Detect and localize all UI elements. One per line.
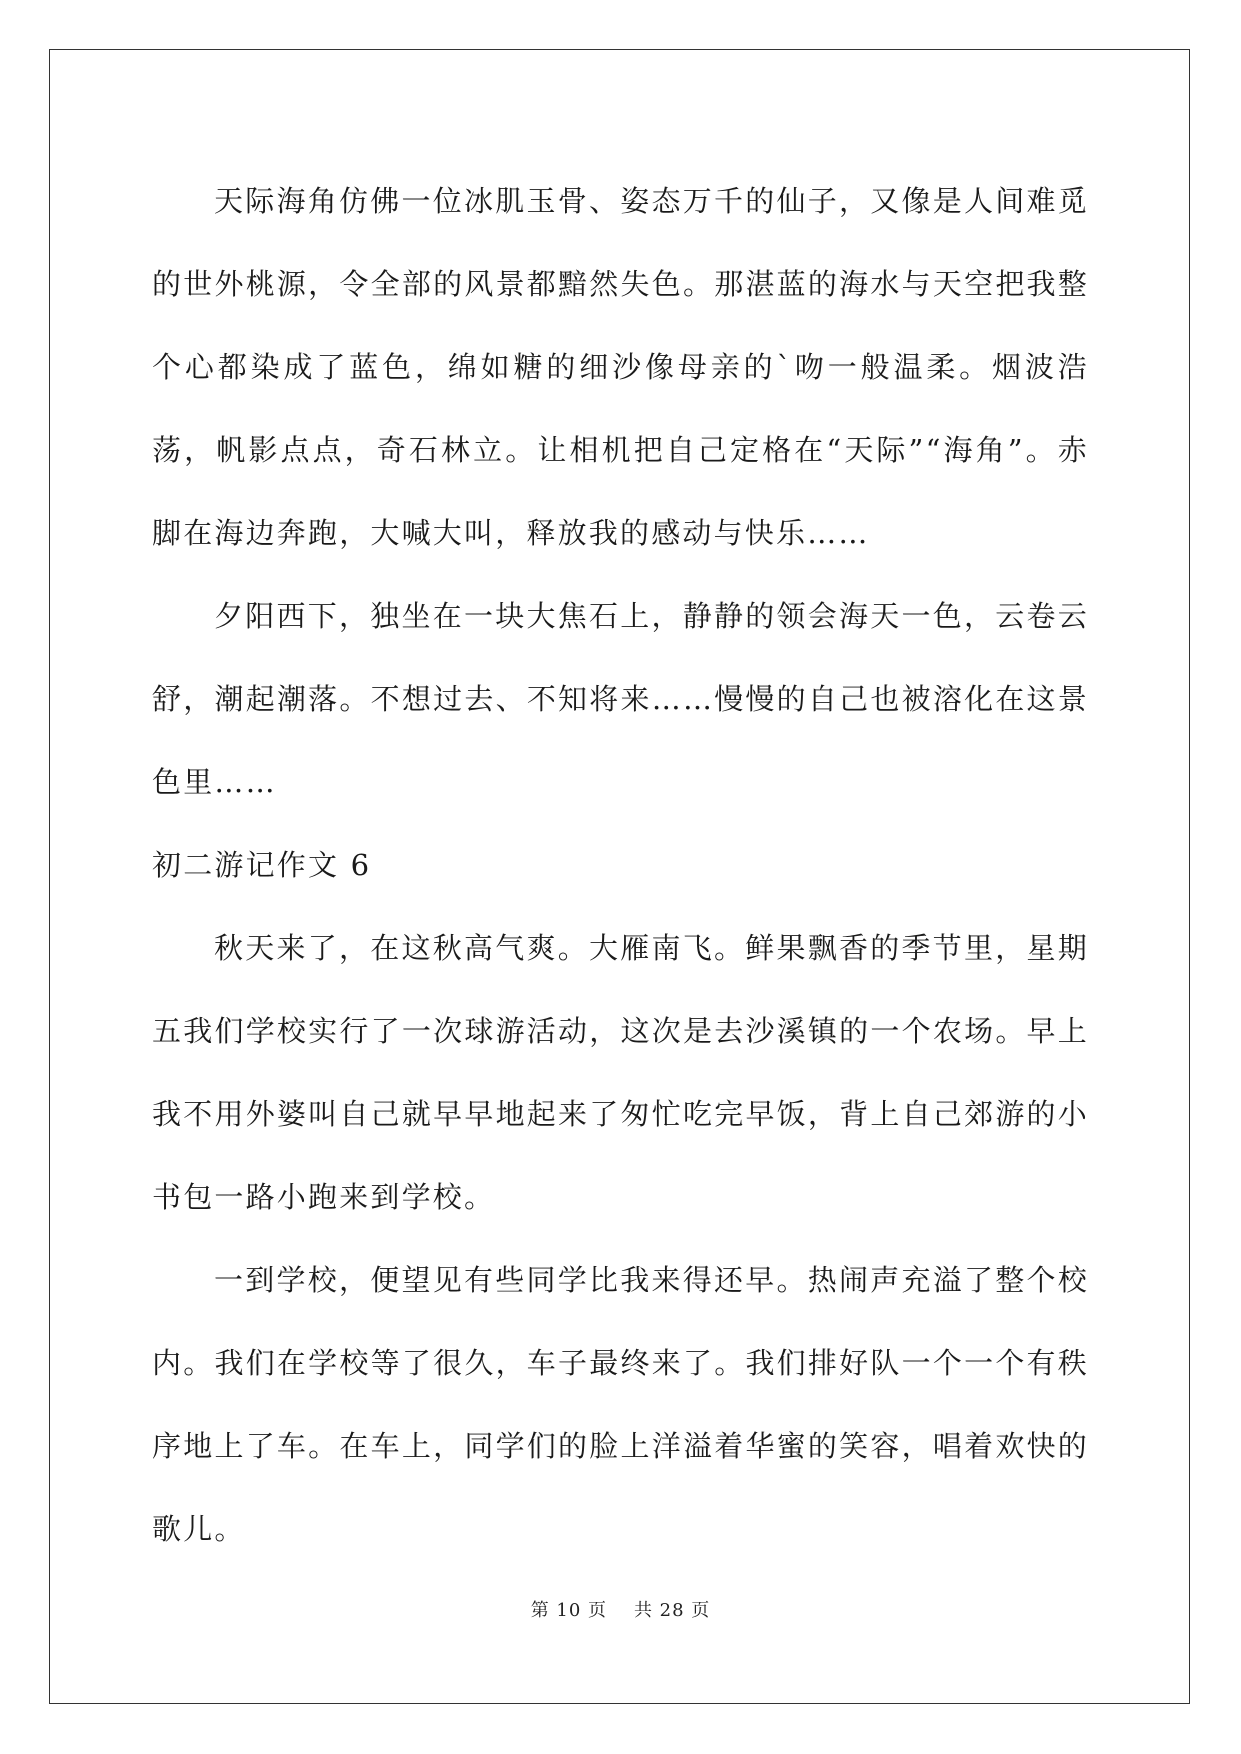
document-body xyxy=(152,160,1089,1571)
paragraph: 夕阳西下，独坐在一块大焦石上，静静的领会海天一色，云卷云舒，潮起潮落。不想过去、不知将来……慢慢的自己也被溶化在这景色里…… xyxy=(152,599,1089,799)
paragraph: 天际海角仿佛一位冰肌玉骨、姿态万千的仙子，又像是人间难觅的世外桃源，令全部的风景都黯然失色。那湛蓝的海水与天空把我整个心都染成了蓝色，绵如糖的细沙像母亲的`吻一般温柔。烟波浩荡，帆影点点，奇石林立。让相机把自己定格在“天际”“海角”。赤脚在海边奔跑，大喊大叫，释放我的感动与快乐…… xyxy=(152,184,1089,550)
paragraph: 一到学校，便望见有些同学比我来得还早。热闹声充溢了整个校内。我们在学校等了很久，车子最终来了。我们排好队一个一个有秩序地上了车。在车上，同学们的脸上洋溢着华蜜的笑容，唱着欢快的歌儿。 xyxy=(152,1263,1089,1546)
page-number: 第 10 页 xyxy=(530,1600,608,1621)
paragraph: 秋天来了，在这秋高气爽。大雁南飞。鲜果飘香的季节里，星期五我们学校实行了一次球游活动，这次是去沙溪镇的一个农场。早上我不用外婆叫自己就早早地起来了匆忙吃完早饭，背上自己郊游的小书包一路小跑来到学校。 xyxy=(152,931,1089,1214)
page-total: 共 28 页 xyxy=(633,1600,711,1621)
page-footer xyxy=(0,1596,1241,1622)
section-heading: 初二游记作文 6 xyxy=(152,848,372,882)
